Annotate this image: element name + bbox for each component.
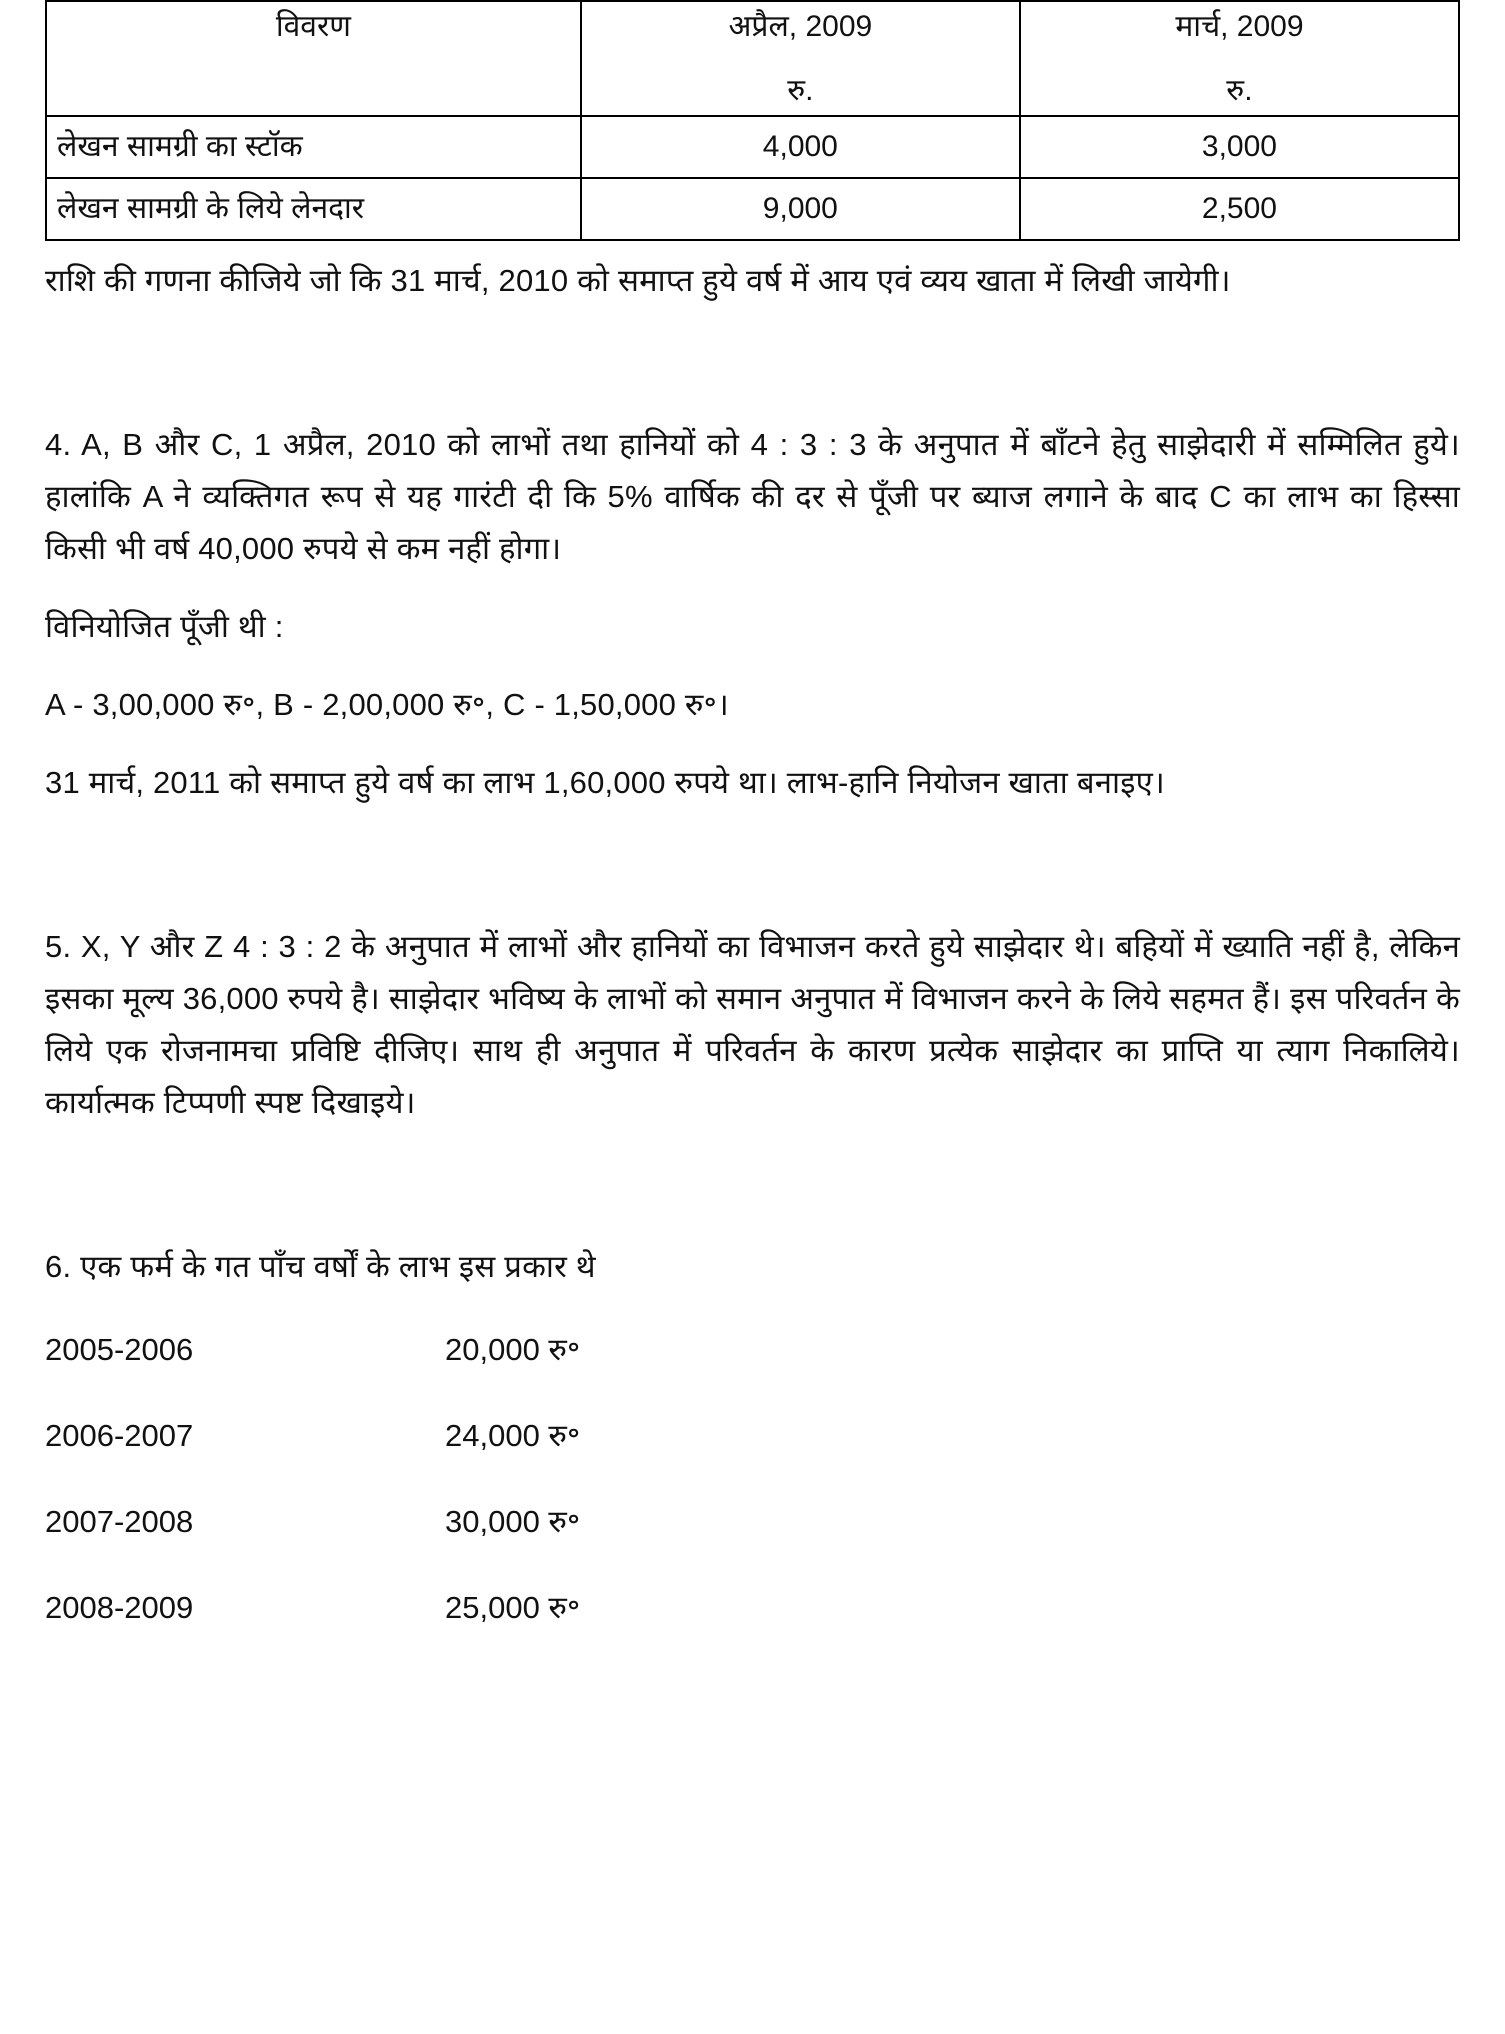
column-header-april-2009 bbox=[581, 1, 1020, 116]
list-item bbox=[45, 1479, 1460, 1565]
row-value-march: 3,000 bbox=[1020, 116, 1459, 178]
profit-year: 2005-2006 bbox=[45, 1332, 194, 1367]
list-item bbox=[45, 1565, 1460, 1651]
spacer bbox=[45, 731, 1460, 757]
spacer bbox=[45, 653, 1460, 679]
list-item bbox=[45, 1393, 1460, 1479]
profit-year: 2007-2008 bbox=[45, 1504, 194, 1539]
column-header-march-2009 bbox=[1020, 1, 1459, 116]
stationery-table bbox=[45, 0, 1460, 241]
spacer bbox=[45, 1293, 1460, 1307]
row-value-march: 2,500 bbox=[1020, 178, 1459, 240]
row-value-april: 4,000 bbox=[581, 116, 1020, 178]
profit-amount: 24,000 रु॰ bbox=[445, 1418, 581, 1453]
column-header-march-2009-currency: रु. bbox=[1226, 73, 1253, 107]
question-4-paragraph-2: विनियोजित पूँजी थी : bbox=[45, 609, 284, 644]
spacer bbox=[45, 1129, 1460, 1241]
row-description: लेखन सामग्री के लिये लेनदार bbox=[46, 178, 581, 240]
question-4-paragraph-1: 4. A, B और C, 1 अप्रैल, 2010 को लाभों तथा हानियों को 4 : 3 : 3 के अनुपात में बाँटने हेतु साझेदारी में सम्मिलित हुये। हालांकि A ने व्यक्तिगत रूप से यह गारंटी दी कि 5% वार्षिक की दर से पूँजी पर ब्याज लगाने के बाद C का लाभ का हिस्सा किसी भी वर्ष 40,000 रुपये से कम नहीं होगा। bbox=[45, 427, 1460, 566]
spacer bbox=[45, 307, 1460, 419]
profit-year: 2008-2009 bbox=[45, 1590, 194, 1625]
question-6-heading: 6. एक फर्म के गत पाँच वर्षों के लाभ इस प्रकार थे bbox=[45, 1249, 596, 1284]
spacer bbox=[45, 809, 1460, 921]
table-row bbox=[46, 116, 1459, 178]
column-header-description-label: विवरण bbox=[275, 10, 351, 43]
table-header-row bbox=[46, 1, 1459, 116]
question-5-paragraph-1: 5. X, Y और Z 4 : 3 : 2 के अनुपात में लाभों और हानियों का विभाजन करते हुये साझेदार थे। बहियों में ख्याति नहीं है, लेकिन इसका मूल्य 36,000 रुपये है। साझेदार भविष्य के लाभों को समान अनुपात में विभाजन करने के लिये सहमत हैं। इस परिवर्तन के लिये एक रोजनामचा प्रविष्टि दीजिए। साथ ही अनुपात में परिवर्तन के कारण प्रत्येक साझेदार का प्राप्ति या त्याग निकालिये। कार्यात्मक टिप्पणी स्पष्ट दिखाइये। bbox=[45, 929, 1460, 1120]
column-header-april-2009-label: अप्रैल, 2009 bbox=[728, 10, 873, 43]
question-4-paragraph-4: 31 मार्च, 2011 को समाप्त हुये वर्ष का लाभ 1,60,000 रुपये था। लाभ-हानि नियोजन खाता बनाइए। bbox=[45, 765, 1165, 800]
spacer bbox=[45, 575, 1460, 601]
column-header-description bbox=[46, 1, 581, 116]
row-description: लेखन सामग्री का स्टॉक bbox=[46, 116, 581, 178]
row-value-april: 9,000 bbox=[581, 178, 1020, 240]
profit-year: 2006-2007 bbox=[45, 1418, 194, 1453]
column-header-april-2009-currency: रु. bbox=[787, 73, 814, 107]
profit-amount: 20,000 रु॰ bbox=[445, 1332, 581, 1367]
table-row bbox=[46, 178, 1459, 240]
table-instruction-paragraph: राशि की गणना कीजिये जो कि 31 मार्च, 2010 को समाप्त हुये वर्ष में आय एवं व्यय खाता में लिखी जायेगी। bbox=[45, 263, 1231, 298]
profit-amount: 25,000 रु॰ bbox=[445, 1590, 581, 1625]
list-item bbox=[45, 1307, 1460, 1393]
question-4-capital-amounts: A - 3,00,000 रु॰, B - 2,00,000 रु॰, C - 1,50,000 रु॰। bbox=[45, 687, 729, 722]
profit-year-list bbox=[45, 1307, 1460, 1651]
spacer bbox=[45, 241, 1460, 255]
column-header-march-2009-label: मार्च, 2009 bbox=[1175, 10, 1304, 43]
profit-amount: 30,000 रु॰ bbox=[445, 1504, 581, 1539]
